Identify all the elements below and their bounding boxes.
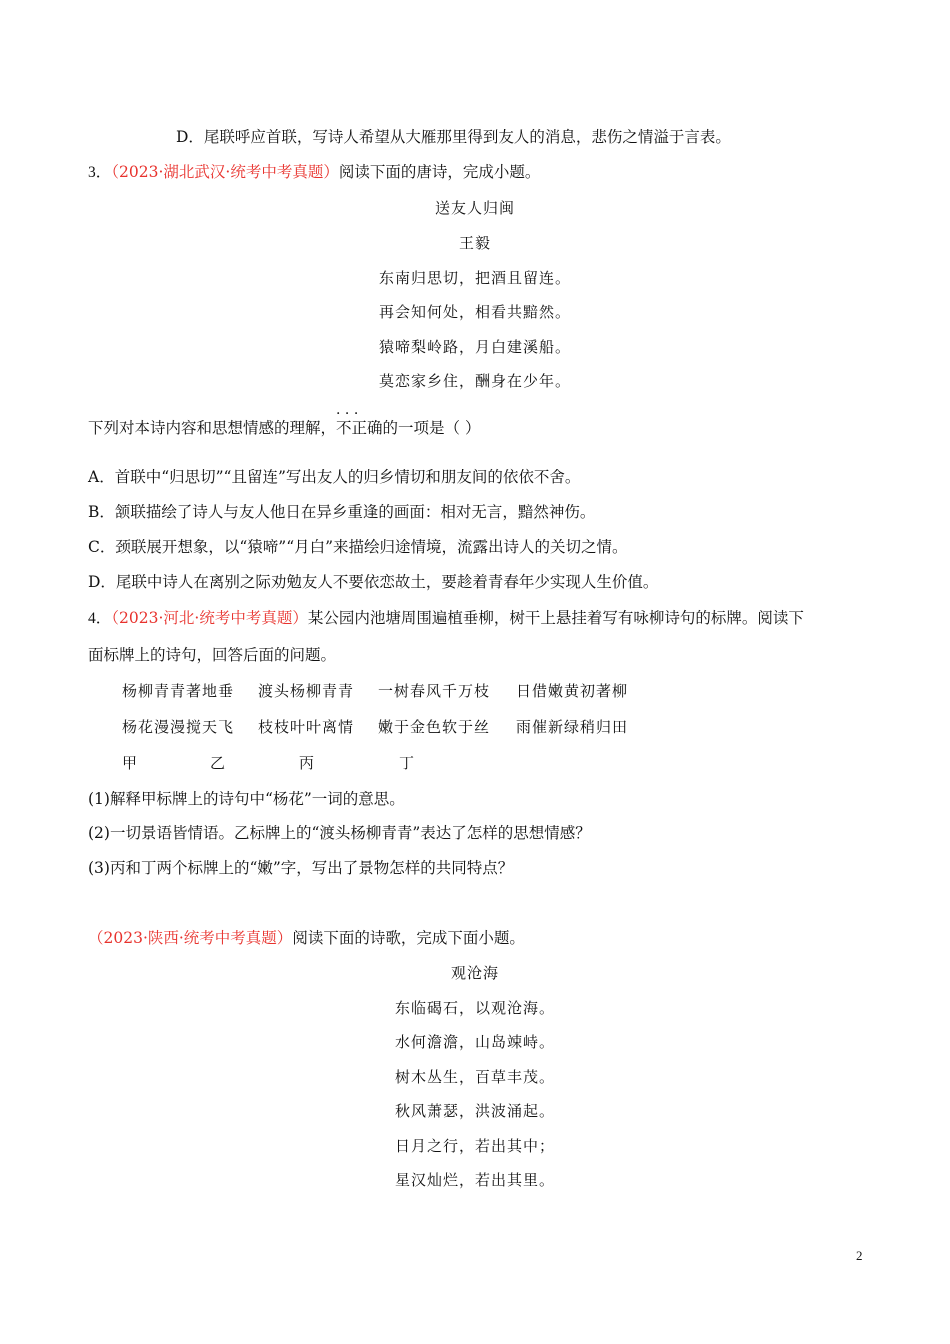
q3-question	[88, 418, 480, 438]
q5-poem-line: 秋风萧瑟，洪波涌起。	[394, 1102, 555, 1120]
plaque-text: 杨柳青青著地垂	[122, 682, 235, 700]
q3-option-b: B．颔联描绘了诗人与友人他日在异乡重逢的画面：相对无言，黯然神伤。	[88, 503, 596, 521]
plaque-row	[122, 716, 628, 737]
plaque-label: 甲	[122, 754, 139, 772]
plaque-label: 丁	[399, 754, 416, 772]
q4-subquestion-1: (1)解释甲标牌上的诗句中“杨花”一词的意思。	[88, 790, 405, 808]
q5-poem-line: 树木丛生，百草丰茂。	[394, 1068, 555, 1086]
q3-poem-line: 莫恋家乡住，酬身在少年。	[378, 372, 571, 390]
q5-poem-line: 星汉灿烂，若出其里。	[394, 1171, 555, 1189]
page-number: 2	[856, 1248, 863, 1263]
q3-option-a: A．首联中“归思切”“且留连”写出友人的归乡情切和朋友间的依依不舍。	[88, 468, 581, 486]
q4-subquestion-2: (2)一切景语皆情语。乙标牌上的“渡头杨柳青青”表达了怎样的思想情感？	[88, 824, 591, 842]
q3-source: （2023·湖北武汉·统考中考真题）	[111, 163, 339, 181]
q4-source: （2023·河北·统考中考真题）	[111, 609, 308, 627]
q5-header	[88, 928, 525, 948]
q4-subquestion-3: (3)丙和丁两个标牌上的“嫩”字，写出了景物怎样的共同特点？	[88, 859, 514, 877]
q3-prompt: 阅读下面的唐诗，完成小题。	[338, 163, 541, 181]
q5-poem-line: 水何澹澹，山岛竦峙。	[394, 1033, 555, 1051]
q5-prompt: 阅读下面的诗歌，完成下面小题。	[292, 929, 525, 947]
q4-prompt-cont: 面标牌上的诗句，回答后面的问题。	[88, 646, 337, 664]
q3-poem-title: 送友人归闽	[434, 199, 515, 217]
q3-poem-line: 东南归思切，把酒且留连。	[378, 269, 571, 287]
q5-poem-line: 东临碣石，以观沧海。	[394, 999, 555, 1017]
plaque-text: 杨花漫漫搅天飞	[122, 718, 235, 736]
q4-number: 4．	[88, 610, 112, 627]
plaque-text: 雨催新绿稍归田	[516, 718, 629, 736]
q3-question-emphasis: 不正确 · · ·	[336, 418, 383, 438]
q5-source: （2023·陕西·统考中考真题）	[88, 929, 293, 947]
q3-option-d: D．尾联中诗人在离别之际劝勉友人不要依恋故土，要趁着青春年少实现人生价值。	[88, 573, 659, 591]
q3-question-before: 下列对本诗内容和思想情感的理解，	[88, 419, 337, 437]
plaque-text: 嫩于金色软于丝	[378, 718, 491, 736]
plaque-label: 乙	[210, 754, 227, 772]
q2-option-d: D．尾联呼应首联，写诗人希望从大雁那里得到友人的消息，悲伤之情溢于言表。	[176, 128, 731, 146]
q5-poem-title: 观沧海	[450, 964, 499, 982]
plaque-text: 枝枝叶叶离情	[258, 718, 355, 736]
q3-number: 3．	[88, 164, 112, 181]
q3-poem-line: 猿啼梨岭路，月白建溪船。	[378, 338, 571, 356]
q4-header	[88, 608, 804, 629]
q5-poem-line: 日月之行，若出其中；	[394, 1137, 555, 1155]
q3-poem-line: 再会知何处，相看共黯然。	[378, 303, 571, 321]
q3-question-after: 的一项是（ ）	[382, 419, 481, 437]
plaque-text: 日借嫩黄初著柳	[516, 682, 629, 700]
plaque-row	[122, 680, 628, 701]
plaque-label: 丙	[299, 754, 316, 772]
q3-header	[88, 162, 540, 183]
plaque-labels	[122, 752, 415, 773]
q3-option-c: C．颈联展开想象，以“猿啼”“月白”来描绘归途情境，流露出诗人的关切之情。	[88, 538, 628, 556]
plaque-text: 渡头杨柳青青	[258, 682, 355, 700]
q3-poem-author: 王毅	[458, 234, 491, 252]
plaque-text: 一树春风千万枝	[378, 682, 491, 700]
q4-prompt: 某公园内池塘周围遍植垂柳，树干上悬挂着写有咏柳诗句的标牌。阅读下	[307, 609, 804, 627]
